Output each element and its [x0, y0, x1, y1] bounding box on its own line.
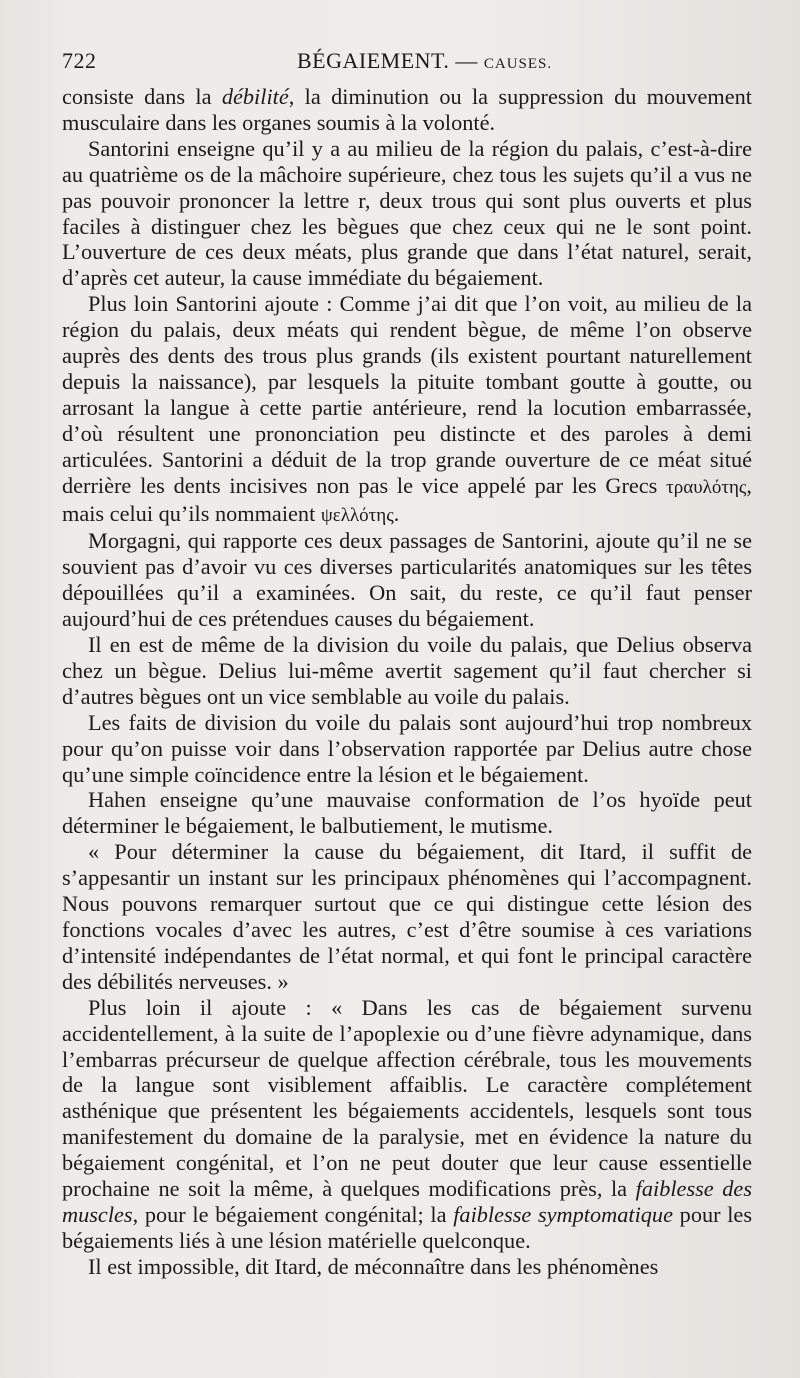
paragraph [62, 136, 752, 291]
text-run: , la diminution ou la suppression du mouvement musculaire dans les organes soumis à la volonté. [62, 84, 752, 135]
italic-text: faiblesse des muscles [62, 1176, 752, 1227]
page-header [62, 48, 752, 78]
greek-text: τραυλότης [666, 476, 747, 498]
text-run: Il en est de même de la division du voile du palais, que Delius observa chez un bègue. Delius lui-même avertit sagement qu’il faut chercher si d’autres bègues ont un vice semblable au voile du palais. [62, 632, 752, 709]
text-run: Il est impossible, dit Itard, de méconnaître dans les phénomènes [88, 1253, 659, 1279]
text-run: Hahen enseigne qu’une mauvaise conformation de l’os hyoïde peut déterminer le bégaiement, le balbutiement, le mutisme. [62, 787, 752, 839]
page-number: 722 [62, 48, 97, 73]
text-run: , pour le bégaiement congénital; la [132, 1201, 454, 1227]
running-title-subtitle: CAUSES. [483, 56, 553, 72]
text-run: consiste dans la [62, 84, 222, 109]
paragraph [62, 291, 752, 528]
greek-text: ψελλότης [320, 504, 394, 526]
body-text [62, 84, 752, 1280]
running-title-separator: — [449, 48, 484, 73]
paragraph [62, 84, 752, 136]
paragraph [62, 839, 752, 994]
text-run: , mais celui qu’ils nommaient [62, 472, 752, 526]
text-run: Morgagni, qui rapporte ces deux passages de Santorini, ajoute qu’il ne se souvient pas d’avoir vu ces diverses particularités anatomiques sur les têtes dépouillées qu’il a examinées. On sait, du reste, ce qu’il faut penser aujourd’hui de ces prétendues causes du bégaiement. [62, 528, 752, 632]
paragraph [62, 1254, 752, 1280]
text-run: . [393, 500, 400, 526]
text-run: « Pour déterminer la cause du bégaiement, dit Itard, il suffit de s’appesantir un instant sur les principaux phénomènes qui l’accompagnent. Nous pouvons remarquer surtout que ce qui distingue cette lésion des fonctions vocales d’avec les autres, c’est d’être soumise à ces variations d’intensité indépendantes de l’état normal, et qui font le principal caractère des débilités nerveuses. » [62, 839, 752, 994]
paragraph [62, 632, 752, 710]
italic-text: faiblesse symptomatique [453, 1201, 673, 1227]
text-run: pour les bégaiements liés à une lésion matérielle quelconque. [62, 1201, 752, 1253]
paragraph [62, 787, 752, 839]
running-title [297, 48, 552, 74]
paragraph [62, 528, 752, 632]
text-run: Les faits de division du voile du palais sont aujourd’hui trop nombreux pour qu’on puisse voir dans l’observation rapportée par Delius autre chose qu’une simple coïncidence entre la lésion et le bégaiement. [62, 709, 752, 787]
running-title-main: BÉGAIEMENT. [297, 48, 450, 73]
text-run: Plus loin Santorini ajoute : Comme j’ai dit que l’on voit, au milieu de la région du palais, deux méats qui rendent bègue, de même l’on observe auprès des dents des trous plus grands (ils existent pourtant naturellement depuis la naissance), par lesquels la pituite tombant goutte à goutte, ou arrosant la langue à cette partie antérieure, rend la locution embarrassée, d’où résultent une prononciation peu distincte et des paroles à demi articulées. Santorini a déduit de la trop grande ouverture de ce méat situé derrière les dents incisives non pas le vice appelé par les Grecs [62, 291, 752, 498]
italic-text: débilité [221, 84, 289, 109]
paragraph [62, 710, 752, 788]
text-run: Santorini enseigne qu’il y a au milieu de la région du palais, c’est-à-dire au quatrième os de la mâchoire supérieure, chez tous les sujets qu’il a vus ne pas pouvoir prononcer la lettre r, deux trous qui sont plus ouverts et plus faciles à distinguer chez les bègues que chez ceux qui ne le sont point. L’ouverture de ces deux méats, plus grande que dans l’état naturel, serait, d’après cet auteur, la cause immédiate du bégaiement. [62, 135, 752, 291]
text-run: Plus loin il ajoute : « Dans les cas de bégaiement survenu accidentellement, à la suite de l’apoplexie ou d’une fièvre adynamique, dans l’embarras précurseur de quelque affection cérébrale, tous les mouvements de la langue sont visiblement affaiblis. Le caractère complétement asthénique que présentent les bégaiements accidentels, lesquels sont tous manifestement du domaine de la paralysie, met en évidence la nature du bégaiement congénital, et l’on ne peut douter que leur cause essentielle prochaine ne soit la même, à quelques modifications près, la [62, 994, 752, 1202]
paragraph [62, 995, 752, 1254]
